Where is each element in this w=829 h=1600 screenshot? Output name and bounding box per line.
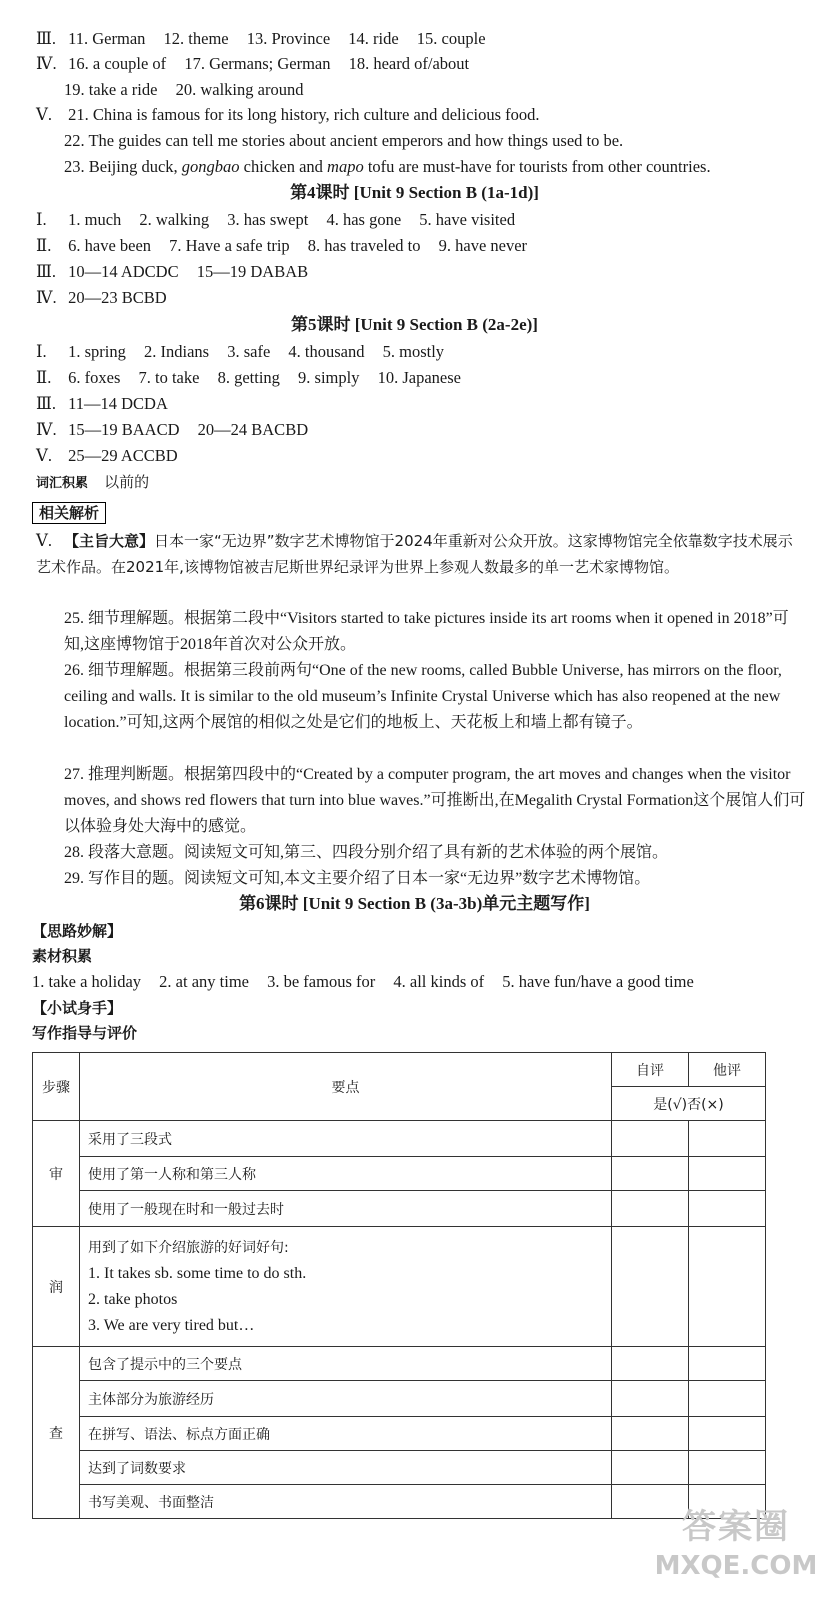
answer-sentence: 21. China is famous for its long history, rich culture and delicious food. xyxy=(68,105,540,124)
self-eval-cell[interactable] xyxy=(612,1191,689,1227)
vocab-label: 词汇积累 xyxy=(36,476,89,491)
answer-item: 15—19 BAACD xyxy=(68,420,180,439)
explanation-27: 27. 推理判断题。根据第四段中的“Created by a computer program, the art moves and changes when the visitor moves, and shows red flowers that turn into blue waves.”可推断出,在Megalith Crystal Formation这个展馆人们可以体验身处大海中的感觉。 xyxy=(64,766,806,835)
main-idea-paragraph xyxy=(36,528,806,580)
checklist-point: 书写美观、书面整洁 xyxy=(80,1485,612,1519)
answer-item: 5. have visited xyxy=(419,210,516,229)
explanation-28: 28. 段落大意题。阅读短文可知,第三、四段分别介绍了具有新的艺术体验的两个展馆。 xyxy=(64,844,669,861)
phrase-item: 2. take photos xyxy=(88,1290,178,1308)
sentence-part: 23. Beijing duck, xyxy=(64,157,182,176)
lesson-5-heading: 第5课时 [Unit 9 Section B (2a-2e)] xyxy=(291,315,538,334)
answer-sentence-23 xyxy=(64,156,711,178)
header-self-eval: 自评 xyxy=(612,1053,689,1087)
answer-item: 13. Province xyxy=(246,29,331,48)
checklist-point: 使用了第一人称和第三人称 xyxy=(80,1157,612,1191)
answer-item: 7. to take xyxy=(138,368,200,387)
checklist-point-phrases xyxy=(80,1227,612,1347)
roman-numeral: Ⅱ. xyxy=(36,368,52,387)
lesson5-row-iv xyxy=(36,419,322,441)
header-peer-eval: 他评 xyxy=(689,1053,766,1087)
self-eval-cell[interactable] xyxy=(612,1121,689,1157)
answer-item: 8. getting xyxy=(217,368,280,387)
lesson4-row-iv xyxy=(36,287,181,309)
analysis-tag: 相关解析 xyxy=(32,502,106,524)
lesson4-row-ii xyxy=(36,235,541,257)
writing-evaluation-table xyxy=(32,1052,766,1519)
step-check: 查 xyxy=(33,1347,80,1519)
answer-row-iv-cont xyxy=(64,79,317,101)
answer-item: 19. take a ride xyxy=(64,80,158,99)
checklist-point: 达到了词数要求 xyxy=(80,1451,612,1485)
answer-item: 1. spring xyxy=(68,342,126,361)
answer-item: 15—19 DABAB xyxy=(196,262,309,281)
checklist-point: 包含了提示中的三个要点 xyxy=(80,1347,612,1381)
material-row xyxy=(32,971,708,993)
material-label: 素材积累 xyxy=(32,947,93,965)
answer-item: 11—14 DCDA xyxy=(68,394,168,413)
roman-numeral: Ⅰ. xyxy=(36,342,47,361)
material-item: 4. all kinds of xyxy=(393,972,485,991)
peer-eval-cell[interactable] xyxy=(689,1381,766,1417)
answer-item: 20—24 BACBD xyxy=(197,420,309,439)
header-step: 步骤 xyxy=(33,1053,80,1121)
roman-numeral: Ⅱ. xyxy=(36,236,52,255)
answer-row-v xyxy=(36,104,540,126)
answer-item: 7. Have a safe trip xyxy=(169,236,290,255)
checklist-point: 主体部分为旅游经历 xyxy=(80,1381,612,1417)
main-idea-label: 【主旨大意】 xyxy=(64,532,155,550)
peer-eval-cell[interactable] xyxy=(689,1227,766,1347)
peer-eval-cell[interactable] xyxy=(689,1347,766,1381)
peer-eval-cell[interactable] xyxy=(689,1157,766,1191)
answer-item: 4. thousand xyxy=(288,342,365,361)
phrase-item: 1. It takes sb. some time to do sth. xyxy=(88,1264,307,1282)
peer-eval-cell[interactable] xyxy=(689,1451,766,1485)
answer-item: 9. have never xyxy=(438,236,528,255)
watermark-domain: MXQE.COM xyxy=(654,1551,818,1581)
roman-numeral: Ⅲ. xyxy=(36,262,57,281)
try-label: 【小试身手】 xyxy=(32,999,123,1017)
self-eval-cell[interactable] xyxy=(612,1227,689,1347)
self-eval-cell[interactable] xyxy=(612,1157,689,1191)
main-idea-text: 日本一家“无边界”数字艺术博物馆于2024年重新对公众开放。这家博物馆完全依靠数字技术展示艺术作品。在2021年,该博物馆被吉尼斯世界纪录评为世界上参观人数最多的单一艺术家博物馆。 xyxy=(36,532,793,576)
explanation-26: 26. 细节理解题。根据第三段前两句“One of the new rooms, called Bubble Universe, has mirrors on the floor, ceiling and walls. It is similar to the old museum’s Infinite Crystal Universe which has also reopened at the new location.”可知,这两个展馆的相似之处是它们的地板上、天花板上和墙上都有镜子。 xyxy=(64,662,782,731)
answer-item: 3. safe xyxy=(227,342,271,361)
roman-numeral: Ⅰ. xyxy=(36,210,47,229)
answer-item: 2. walking xyxy=(139,210,210,229)
answer-item: 1. much xyxy=(68,210,122,229)
roman-numeral: Ⅲ. xyxy=(36,29,57,48)
answer-item: 2. Indians xyxy=(144,342,210,361)
material-item: 1. take a holiday xyxy=(32,972,142,991)
answer-item: 3. has swept xyxy=(227,210,309,229)
lesson-4-heading: 第4课时 [Unit 9 Section B (1a-1d)] xyxy=(290,183,539,202)
phrase-intro: 用到了如下介绍旅游的好词好句: xyxy=(88,1239,289,1256)
site-watermark xyxy=(651,1505,821,1595)
lesson5-row-i xyxy=(36,341,458,363)
peer-eval-cell[interactable] xyxy=(689,1121,766,1157)
checklist-point: 在拼写、语法、标点方面正确 xyxy=(80,1417,612,1451)
peer-eval-cell[interactable] xyxy=(689,1417,766,1451)
roman-numeral: Ⅳ. xyxy=(36,420,57,439)
answer-item: 9. simply xyxy=(298,368,360,387)
answer-item: 15. couple xyxy=(416,29,486,48)
watermark-logo-text: 答案圈 xyxy=(682,1507,790,1547)
answer-item: 4. has gone xyxy=(326,210,402,229)
answer-item: 14. ride xyxy=(348,29,399,48)
answer-item: 20—23 BCBD xyxy=(68,288,167,307)
sentence-part: chicken and xyxy=(239,157,328,176)
self-eval-cell[interactable] xyxy=(612,1347,689,1381)
material-item: 3. be famous for xyxy=(267,972,376,991)
peer-eval-cell[interactable] xyxy=(689,1191,766,1227)
answer-item: 10. Japanese xyxy=(377,368,461,387)
lesson-6-heading: 第6课时 [Unit 9 Section B (3a-3b)单元主题写作] xyxy=(239,894,590,913)
header-points: 要点 xyxy=(80,1053,612,1121)
header-yes-no: 是(√)否(×) xyxy=(612,1087,766,1121)
answer-row-iii xyxy=(36,28,500,50)
self-eval-cell[interactable] xyxy=(612,1417,689,1451)
answer-item: 12. theme xyxy=(163,29,229,48)
lesson5-row-ii xyxy=(36,367,475,389)
vocab-value: 以前的 xyxy=(104,473,150,491)
roman-numeral: Ⅳ. xyxy=(36,288,57,307)
phrase-item: 3. We are very tired but… xyxy=(88,1316,255,1334)
answer-sentence-22 xyxy=(64,130,623,152)
lesson4-row-iii xyxy=(36,261,322,283)
checklist-point: 使用了一般现在时和一般过去时 xyxy=(80,1191,612,1227)
step-polish: 润 xyxy=(33,1227,80,1347)
answer-item: 16. a couple of xyxy=(68,54,167,73)
vocab-row xyxy=(36,471,149,495)
answer-item: 18. heard of/about xyxy=(348,54,470,73)
roman-numeral: Ⅴ. xyxy=(36,531,53,550)
material-item: 2. at any time xyxy=(159,972,249,991)
lesson5-row-v xyxy=(36,445,192,467)
checklist-point: 采用了三段式 xyxy=(80,1121,612,1157)
answer-item: 6. have been xyxy=(68,236,152,255)
roman-numeral: Ⅴ. xyxy=(36,446,53,465)
answer-item: 17. Germans; German xyxy=(184,54,331,73)
step-review: 审 xyxy=(33,1121,80,1227)
self-eval-cell[interactable] xyxy=(612,1381,689,1417)
lesson5-row-iii xyxy=(36,393,182,415)
roman-numeral: Ⅳ. xyxy=(36,54,57,73)
sentence-part: tofu are must-have for tourists from other countries. xyxy=(363,157,711,176)
answer-item: 5. mostly xyxy=(382,342,445,361)
explanation-29: 29. 写作目的题。阅读短文可知,本文主要介绍了日本一家“无边界”数字艺术博物馆。 xyxy=(64,870,651,887)
thinking-label: 【思路妙解】 xyxy=(32,922,123,940)
answer-item: 20. walking around xyxy=(175,80,304,99)
roman-numeral: Ⅲ. xyxy=(36,394,57,413)
explanation-25: 25. 细节理解题。根据第二段中“Visitors started to take pictures inside its art rooms when it opened in 2018”可知,这座博物馆于2018年首次对公众开放。 xyxy=(64,610,789,653)
lesson4-row-i xyxy=(36,209,529,231)
roman-numeral: Ⅴ. xyxy=(36,105,53,124)
answer-item: 8. has traveled to xyxy=(307,236,421,255)
answer-item: 11. German xyxy=(68,29,146,48)
italic-term: gongbao xyxy=(181,157,240,176)
answer-item: 10—14 ADCDC xyxy=(68,262,179,281)
answer-item: 25—29 ACCBD xyxy=(68,446,178,465)
guide-label: 写作指导与评价 xyxy=(32,1024,138,1042)
material-item: 5. have fun/have a good time xyxy=(502,972,694,991)
answer-row-iv xyxy=(36,53,483,75)
italic-term: mapo xyxy=(327,157,364,176)
answer-sentence: 22. The guides can tell me stories about ancient emperors and how things used to be. xyxy=(64,131,624,150)
answer-item: 6. foxes xyxy=(68,368,121,387)
self-eval-cell[interactable] xyxy=(612,1451,689,1485)
